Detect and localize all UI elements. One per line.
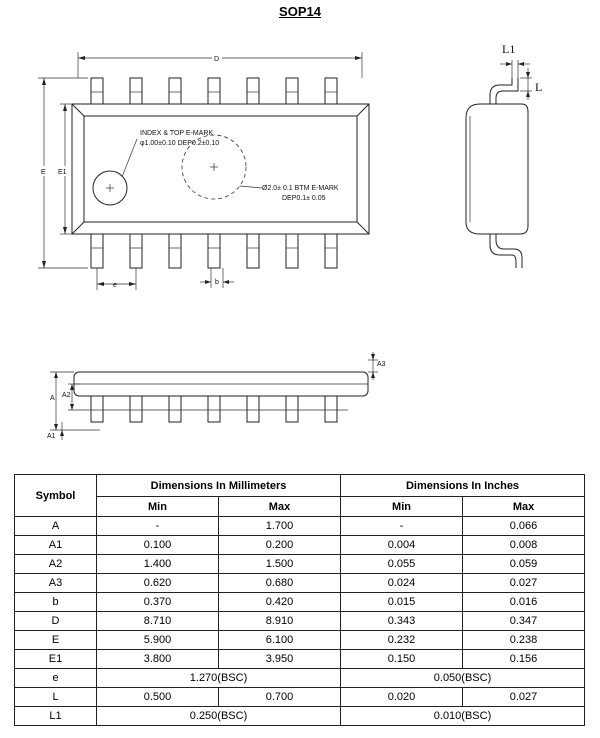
cell-mm-bsc: 0.250(BSC): [97, 707, 341, 726]
index-leader: [122, 139, 137, 177]
cell-symbol: L1: [15, 707, 97, 726]
cell-in-bsc: 0.010(BSC): [341, 707, 585, 726]
cell-mm-max: 3.950: [219, 650, 341, 669]
dimension-a3-label: A3: [377, 361, 386, 368]
bottom-e-mark-spec: DEP0.1± 0.05: [282, 195, 326, 202]
cell-mm-min: 0.500: [97, 688, 219, 707]
cell-symbol: L: [15, 688, 97, 707]
cell-in-min: 0.232: [341, 631, 463, 650]
index-mark-label: INDEX & TOP E-MARK: [140, 130, 214, 137]
pin-top-2: [130, 78, 142, 104]
cell-mm-min: 0.370: [97, 593, 219, 612]
index-mark-spec: φ1.00±0.10 DEP0.2±0.10: [140, 140, 220, 147]
table-row: [15, 517, 585, 536]
pin-bottom-7: [325, 234, 337, 268]
table-row: [15, 593, 585, 612]
cell-mm-min: 0.620: [97, 574, 219, 593]
lead-side-2: [130, 396, 142, 422]
dimension-e-label: E: [41, 169, 46, 176]
cell-in-min: 0.015: [341, 593, 463, 612]
cell-symbol: A3: [15, 574, 97, 593]
pin-bottom-2: [130, 234, 142, 268]
body-outline: [72, 104, 369, 234]
cell-mm-max: 6.100: [219, 631, 341, 650]
cell-mm-min: 1.400: [97, 555, 219, 574]
cell-in-max: 0.066: [463, 517, 585, 536]
cell-in-min: -: [341, 517, 463, 536]
cell-mm-max: 0.680: [219, 574, 341, 593]
cell-symbol: A2: [15, 555, 97, 574]
side-view-leads: [91, 396, 337, 422]
cell-in-max: 0.027: [463, 574, 585, 593]
dimension-e1-label: E1: [58, 169, 67, 176]
dimension-a1-label: A1: [47, 433, 56, 440]
bottom-e-mark-label: Ø2.0± 0.1 BTM E-MARK: [262, 185, 339, 192]
cell-mm-max: 8.910: [219, 612, 341, 631]
table-row: [15, 555, 585, 574]
cell-mm-min: 5.900: [97, 631, 219, 650]
cell-in-max: 0.016: [463, 593, 585, 612]
cell-mm-max: 0.700: [219, 688, 341, 707]
table-row: [15, 707, 585, 726]
cell-in-min: 0.343: [341, 612, 463, 631]
cell-symbol: b: [15, 593, 97, 612]
pin-top-7: [325, 78, 337, 104]
cell-mm-min: 0.100: [97, 536, 219, 555]
dimensions-table: [14, 474, 585, 726]
lead-side-6: [286, 396, 298, 422]
pin-top-3: [169, 78, 181, 104]
table-row: [15, 574, 585, 593]
pin-top-1: [91, 78, 103, 104]
lead-side-5: [247, 396, 259, 422]
lead-side-1: [91, 396, 103, 422]
dimension-d-label: D: [214, 56, 220, 63]
cell-in-max: 0.059: [463, 555, 585, 574]
mm-header: Dimensions In Millimeters: [97, 475, 341, 497]
cell-in-max: 0.347: [463, 612, 585, 631]
side-view: [47, 352, 386, 440]
mm-min-header: Min: [97, 497, 219, 517]
cell-mm-max: 0.200: [219, 536, 341, 555]
pin-top-4: [208, 78, 220, 104]
lead-side-4: [208, 396, 220, 422]
dimension-l1-label: L1: [502, 42, 516, 56]
cell-mm-max: 1.500: [219, 555, 341, 574]
dimension-a2-label: A2: [62, 392, 71, 399]
pin-bottom-4: [208, 234, 220, 268]
cell-mm-bsc: 1.270(BSC): [97, 669, 341, 688]
top-view: [38, 52, 369, 290]
cell-in-max: 0.008: [463, 536, 585, 555]
package-title: SOP14: [279, 4, 321, 19]
cell-symbol: E: [15, 631, 97, 650]
cell-in-min: 0.020: [341, 688, 463, 707]
cell-symbol: A1: [15, 536, 97, 555]
top-pins-lower: [91, 234, 337, 268]
dimension-l-label: L: [535, 80, 543, 94]
cell-mm-max: 0.420: [219, 593, 341, 612]
cell-symbol: E1: [15, 650, 97, 669]
lead-side-7: [325, 396, 337, 422]
pin-bottom-1: [91, 234, 103, 268]
cell-mm-min: 3.800: [97, 650, 219, 669]
cell-in-min: 0.055: [341, 555, 463, 574]
cell-in-max: 0.156: [463, 650, 585, 669]
table-row: [15, 612, 585, 631]
dimension-pitch-label: e: [113, 282, 117, 289]
table-row: [15, 631, 585, 650]
table-row: [15, 650, 585, 669]
mm-max-header: Max: [219, 497, 341, 517]
cell-in-bsc: 0.050(BSC): [341, 669, 585, 688]
pin-top-5: [247, 78, 259, 104]
cell-mm-max: 1.700: [219, 517, 341, 536]
cell-symbol: D: [15, 612, 97, 631]
cell-mm-min: -: [97, 517, 219, 536]
pin-bottom-6: [286, 234, 298, 268]
dimension-b-label: b: [215, 279, 219, 286]
top-pins-upper: [91, 78, 337, 104]
lead-side-3: [169, 396, 181, 422]
pin-bottom-5: [247, 234, 259, 268]
cell-in-min: 0.004: [341, 536, 463, 555]
table-row: [15, 536, 585, 555]
cell-in-max: 0.238: [463, 631, 585, 650]
cell-mm-min: 8.710: [97, 612, 219, 631]
inch-header: Dimensions In Inches: [341, 475, 585, 497]
end-view-body: [466, 104, 528, 234]
cell-in-max: 0.027: [463, 688, 585, 707]
cell-in-min: 0.150: [341, 650, 463, 669]
table-row: [15, 688, 585, 707]
symbol-header: Symbol: [15, 475, 97, 517]
in-min-header: Min: [341, 497, 463, 517]
in-max-header: Max: [463, 497, 585, 517]
cell-in-min: 0.024: [341, 574, 463, 593]
table-row: [15, 669, 585, 688]
pin-top-6: [286, 78, 298, 104]
dimension-a-label: A: [50, 395, 55, 402]
pin-bottom-3: [169, 234, 181, 268]
cell-symbol: e: [15, 669, 97, 688]
cell-symbol: A: [15, 517, 97, 536]
end-view: [466, 42, 542, 268]
lower-lead: [490, 234, 516, 268]
